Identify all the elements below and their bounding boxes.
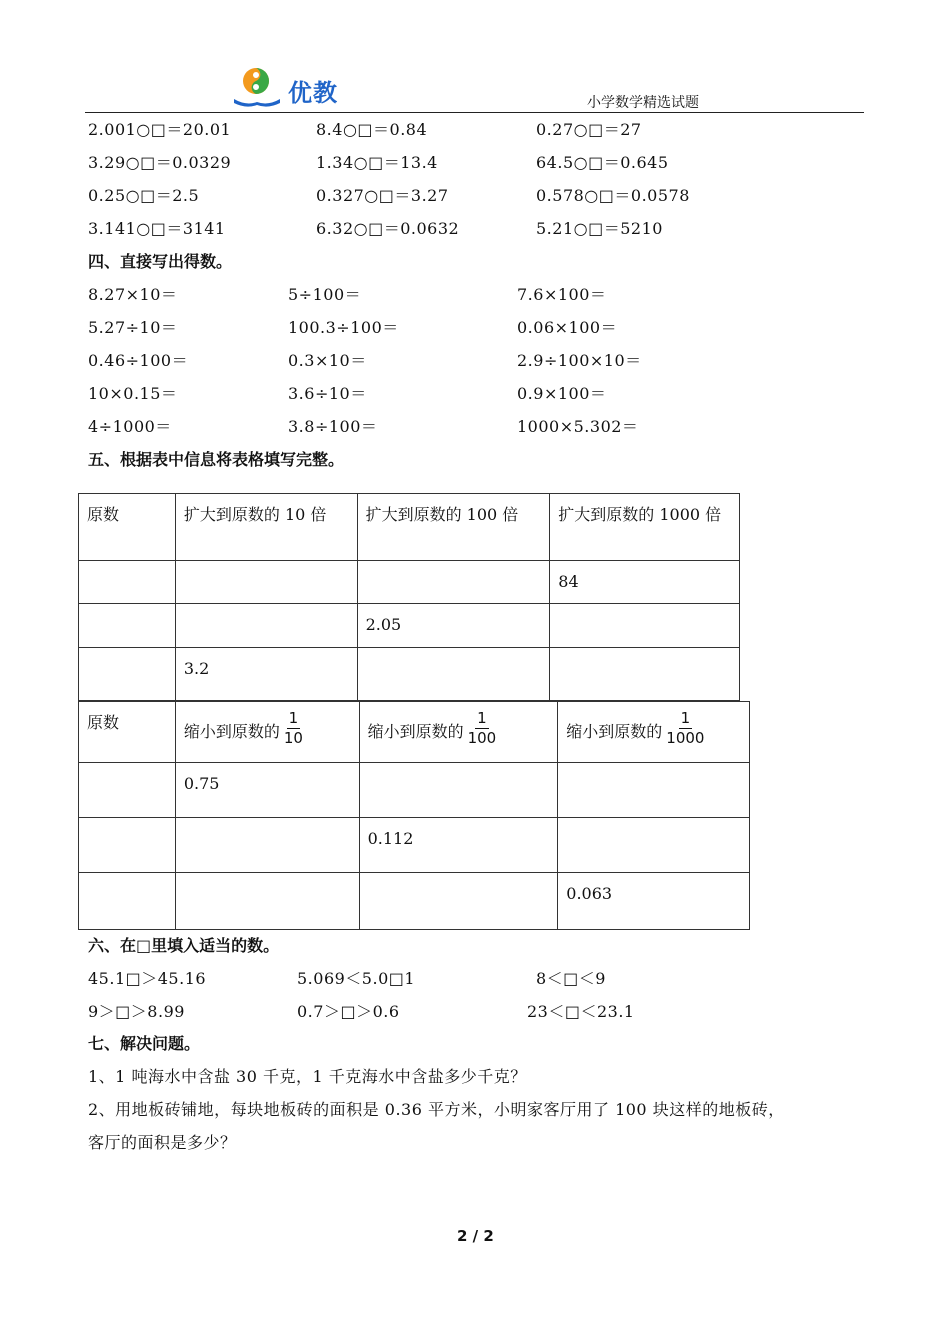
exercise-item: 5.069＜5.0□1 — [297, 969, 416, 988]
table-cell[interactable] — [550, 604, 740, 648]
exercise-item: 6.32○□＝0.0632 — [316, 219, 460, 238]
fraction-denominator: 100 — [467, 728, 497, 747]
table-cell[interactable] — [175, 818, 359, 873]
table-header-cell — [175, 702, 359, 763]
table-cell[interactable] — [357, 561, 550, 604]
exercise-item: 3.141○□＝3141 — [88, 219, 226, 238]
exercise-item: 0.25○□＝2.5 — [88, 186, 200, 205]
table-header-row — [79, 494, 740, 561]
exercise-item: 0.27○□＝27 — [536, 120, 642, 139]
table-cell[interactable] — [79, 873, 176, 930]
table-cell[interactable] — [79, 648, 176, 701]
exercise-item: 0.578○□＝0.0578 — [536, 186, 690, 205]
exercise-item: 0.7＞□＞0.6 — [297, 1002, 400, 1021]
table-row — [79, 818, 750, 873]
header-prefix: 缩小到原数的 — [367, 721, 464, 741]
table-cell: 2.05 — [357, 604, 550, 648]
exercise-item: 0.327○□＝3.27 — [316, 186, 449, 205]
table-row — [79, 648, 740, 701]
fraction-denominator: 1000 — [666, 728, 705, 747]
table-header-cell: 扩大到原数的 100 倍 — [357, 494, 550, 561]
exercise-item: 10×0.15＝ — [88, 384, 178, 403]
table-header-cell: 扩大到原数的 1000 倍 — [550, 494, 740, 561]
exercise-item: 7.6×100＝ — [517, 285, 607, 304]
table-header-cell: 原数 — [79, 702, 176, 763]
logo-icon — [232, 66, 282, 108]
fraction-denominator: 10 — [283, 728, 303, 747]
exercise-item: 45.1□＞45.16 — [88, 969, 207, 988]
enlarge-table — [78, 493, 740, 701]
fraction — [664, 708, 706, 747]
table-cell: 84 — [550, 561, 740, 604]
exercise-item: 4÷1000＝ — [88, 417, 172, 436]
table-row — [79, 604, 740, 648]
table-cell: 3.2 — [175, 648, 357, 701]
header-title: 小学数学精选试题 — [587, 95, 699, 111]
exercise-item: 0.9×100＝ — [517, 384, 607, 403]
table-cell[interactable] — [79, 763, 176, 818]
section-heading: 五、根据表中信息将表格填写完整。 — [88, 450, 345, 469]
shrink-table — [78, 701, 750, 930]
exercise-item: 100.3÷100＝ — [288, 318, 399, 337]
exercise-item: 3.29○□＝0.0329 — [88, 153, 232, 172]
exercise-item: 9＞□＞8.99 — [88, 1002, 185, 1021]
exercise-item: 0.06×100＝ — [517, 318, 618, 337]
table-header-cell: 扩大到原数的 10 倍 — [175, 494, 357, 561]
section-heading: 四、直接写出得数。 — [88, 252, 233, 271]
exercise-item: 1.34○□＝13.4 — [316, 153, 438, 172]
table-cell[interactable] — [357, 648, 550, 701]
table-cell[interactable] — [359, 873, 558, 930]
question-1: 1、1 吨海水中含盐 30 千克，1 千克海水中含盐多少千克？ — [88, 1067, 527, 1086]
fraction — [466, 708, 499, 747]
question-2-line-2: 客厅的面积是多少？ — [88, 1133, 237, 1152]
exercise-item: 1000×5.302＝ — [517, 417, 639, 436]
brand-name: 优教 — [288, 79, 338, 107]
table-cell: 0.75 — [175, 763, 359, 818]
table-cell[interactable] — [175, 873, 359, 930]
table-cell[interactable] — [359, 763, 558, 818]
header-divider — [85, 112, 864, 113]
exercise-item: 8.27×10＝ — [88, 285, 178, 304]
table-header-cell — [359, 702, 558, 763]
table-cell[interactable] — [79, 604, 176, 648]
exercise-item: 5.27÷10＝ — [88, 318, 178, 337]
table-cell[interactable] — [558, 818, 750, 873]
exercise-item: 2.9÷100×10＝ — [517, 351, 642, 370]
table-cell[interactable] — [550, 648, 740, 701]
exercise-item: 2.001○□＝20.01 — [88, 120, 232, 139]
exercise-item: 3.6÷10＝ — [288, 384, 367, 403]
table-row — [79, 763, 750, 818]
exercise-item: 3.8÷100＝ — [288, 417, 378, 436]
exercise-item: 64.5○□＝0.645 — [536, 153, 669, 172]
table-cell[interactable] — [558, 763, 750, 818]
section-heading: 七、解决问题。 — [88, 1034, 201, 1053]
page-number: 2 / 2 — [457, 1227, 494, 1245]
header-prefix: 缩小到原数的 — [566, 721, 663, 741]
table-cell[interactable] — [175, 561, 357, 604]
table-row — [79, 561, 740, 604]
table-cell[interactable] — [79, 818, 176, 873]
exercise-item: 8＜□＜9 — [536, 969, 606, 988]
section-heading: 六、在□里填入适当的数。 — [88, 936, 280, 955]
table-header-row — [79, 702, 750, 763]
exercise-item: 5.21○□＝5210 — [536, 219, 663, 238]
fraction — [282, 708, 305, 747]
fraction-numerator: 1 — [680, 708, 691, 727]
table-cell[interactable] — [175, 604, 357, 648]
question-2-line-1: 2、用地板砖铺地，每块地板砖的面积是 0.36 平方米，小明家客厅用了 100 块这样的地板砖， — [88, 1100, 785, 1119]
exercise-item: 8.4○□＝0.84 — [316, 120, 428, 139]
table-cell[interactable] — [79, 561, 176, 604]
fraction-numerator: 1 — [477, 708, 487, 727]
table-cell: 0.063 — [558, 873, 750, 930]
header-prefix: 缩小到原数的 — [183, 721, 280, 741]
exercise-item: 5÷100＝ — [288, 285, 362, 304]
table-cell: 0.112 — [359, 818, 558, 873]
exercise-item: 0.3×10＝ — [288, 351, 367, 370]
exercise-item: 23＜□＜23.1 — [527, 1002, 635, 1021]
table-header-cell — [558, 702, 750, 763]
exercise-item: 0.46÷100＝ — [88, 351, 189, 370]
table-header-cell: 原数 — [79, 494, 176, 561]
table-row — [79, 873, 750, 930]
fraction-numerator: 1 — [288, 708, 299, 727]
